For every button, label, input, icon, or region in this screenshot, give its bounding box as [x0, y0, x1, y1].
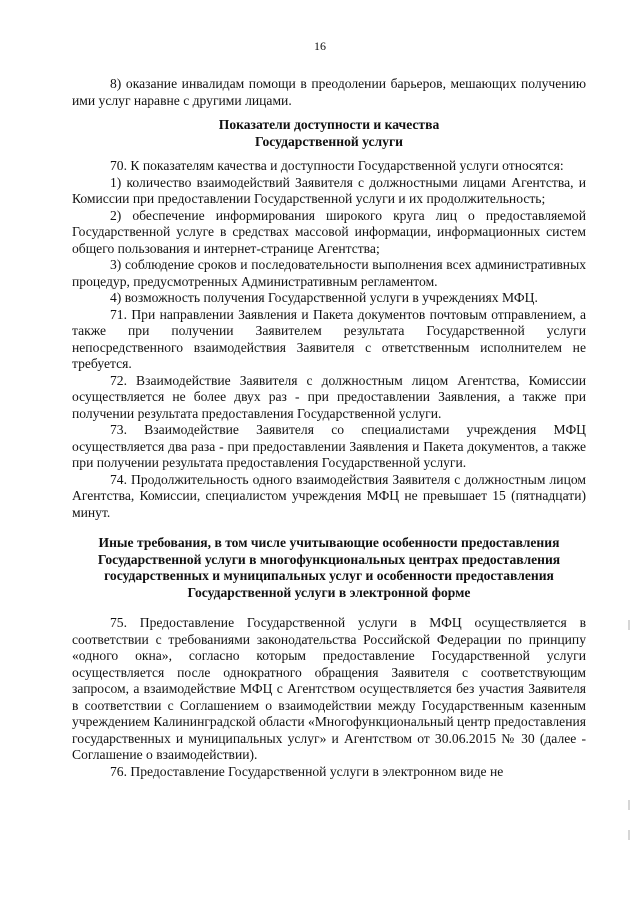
section-title-line: Показатели доступности и качества: [218, 117, 440, 132]
paragraph-item-8: 8) оказание инвалидам помощи в преодолении барьеров, мешающих получению ими услуг наравне с другими лицами.: [72, 76, 586, 108]
section-title-line: государственных и муниципальных услуг и особенности предоставления: [104, 568, 554, 583]
paragraph-75: 75. Предоставление Государственной услуги в МФЦ осуществляется в соответствии с требованиями законодательства Российской Федерации по принципу «одного окна», согласно которым предоставление Государственной услуги осуществляется после однократного обращения Заявителя с соответствующим запросом, а взаимодействие МФЦ с Агентством осуществляется без участия Заявителя в соответствии с Соглашением о взаимодействии между Государственным казенным учреждением Калининградской области «Многофункциональный центр предоставления государственных и муниципальных услуг» и Агентством от 30.06.2015 № 30 (далее - Соглашение о взаимодействии).: [72, 615, 586, 762]
paragraph-item-2: 2) обеспечение информирования широкого круга лиц о предоставляемой Государственной услуге в средствах массовой информации, информационных систем общего пользования и интернет-странице Агентства;: [72, 207, 586, 256]
document-body: [72, 76, 586, 780]
paragraph-item-4: 4) возможность получения Государственной услуги в учреждениях МФЦ.: [110, 290, 538, 305]
section-title-other-requirements: [72, 535, 586, 601]
paragraph-76: 76. Предоставление Государственной услуги в электронном виде не: [110, 763, 504, 779]
section-title-line: Государственной услуги в многофункциональных центрах предоставления: [97, 551, 561, 567]
paragraph-item-1: 1) количество взаимодействий Заявителя с должностными лицами Агентства, и Комиссии при предоставлении Государственной услуги и их продолжительность;: [72, 174, 586, 206]
paragraph-72: 72. Взаимодействие Заявителя с должностным лицом Агентства, Комиссии осуществляется не более двух раз - при предоставлении Заявления, а также при получении результата предоставления Государственной услуги.: [72, 372, 586, 421]
page-number: 16: [314, 39, 326, 53]
paragraph-73: 73. Взаимодействие Заявителя со специалистами учреждения МФЦ осуществляется два раза - при предоставлении Заявления и Пакета документов, а также при получении результата предоставления Государственной услуги.: [72, 422, 586, 470]
scan-artifact: [628, 620, 630, 630]
section-title-line: Иные требования, в том числе учитывающие особенности предоставления: [98, 535, 560, 550]
paragraph-item-3: 3) соблюдение сроков и последовательности выполнения всех административных процедур, предусмотренных Административным регламентом.: [72, 257, 586, 289]
section-title-quality: [72, 117, 586, 150]
scan-artifact: [628, 830, 630, 840]
paragraph-74: 74. Продолжительность одного взаимодействия Заявителя с должностным лицом Агентства, Комиссии, специалистом учреждения МФЦ не превышает 15 (пятнадцати) минут.: [72, 471, 586, 520]
section-title-line: Государственной услуги в электронной форме: [187, 584, 471, 600]
paragraph-71: 71. При направлении Заявления и Пакета документов почтовым отправлением, а также при получении Заявителем результата Государственной услуги непосредственного взаимодействия Заявителя с ответственным исполнителем не требуется.: [72, 306, 586, 371]
scan-artifact: [628, 800, 630, 810]
paragraph-70: 70. К показателям качества и доступности Государственной услуги относятся:: [110, 158, 564, 173]
section-title-line: Государственной услуги: [255, 133, 403, 149]
